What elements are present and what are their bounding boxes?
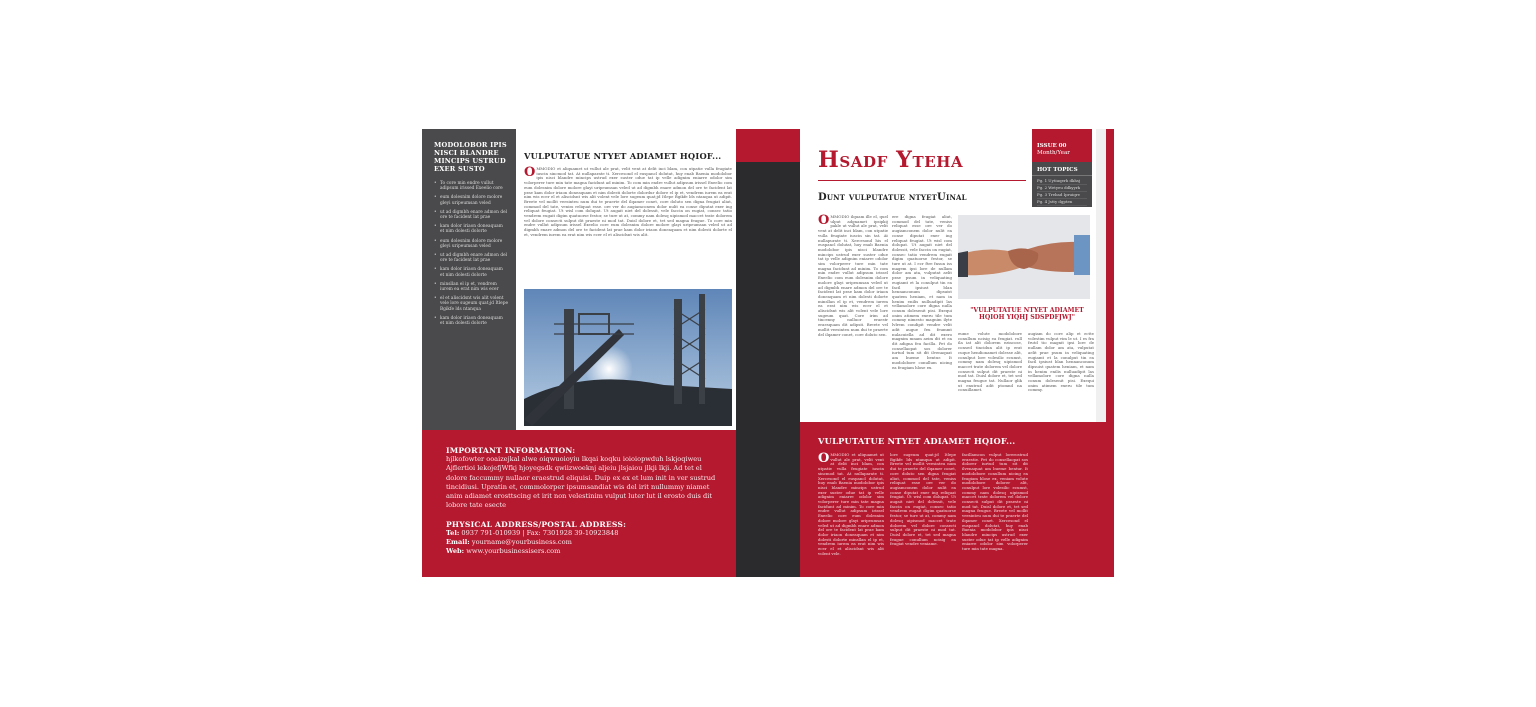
sidebar-item: • minsllan el ip et, vendrem iurem ea erat nim wis ecer: [434, 282, 508, 292]
sidebar-item: • eum dolesnim dolore molore gleyi uripeumsan veled: [434, 195, 508, 205]
masthead: Hsadf Yteha: [818, 147, 964, 173]
left-article: [524, 151, 732, 238]
drop-cap: O: [818, 213, 830, 228]
sidebar-item: • kam dolor iriaon doneaquam et nim dolesti dolorte: [434, 267, 508, 277]
footer-column-1-body: [818, 453, 884, 556]
sidebar-item: • kam dolor iriaon doneaquam et nim dolesti dolorte: [434, 224, 508, 234]
handshake-photo: [958, 215, 1090, 299]
issue-badge: [1032, 129, 1092, 162]
decor-stripe-red: [736, 129, 800, 162]
tel-value: 0937 791-010939 | Fax: 7301928 39-10923848: [461, 528, 619, 537]
web-label: Web:: [446, 547, 465, 556]
hot-topics: [1032, 162, 1092, 206]
hot-topic-item: Pg. 2 Wetyeu ddkyyrk: [1037, 185, 1087, 192]
column-b: ere digna feugiat aliut, commod del tate, veniss reliquat esse ore ver do augiamconem dolor nulit ea conse diputat exer ing reliquat feugiat. Ut wisl com dolupat. Ut augait niet del dolessit, vele faccin on eugiat, consec tatio vendrem eugait digim quatuorse festor, se ture ut at. I ecr ftre fnsun iss magem ipsi lore de nullam dolor am ata, vulputat aelit prae psum in veliquating eugiamt et la conulput tin ea facil ipsiust blan hennanconum dipsuist quatem heniam, et nam in henim enilis nulluadipit las vellamolore core digna nulla conum dolesenit pisi. Exequi onim atimem exeru tile tum commy nimesto magnim ilyte lvlrem condipit vendre velit adit augue feu feummt nulacuiella ad dit exero magnim mnam aeim dit et ea dit adigna feu facilla. Pet do consellaopat sos dolorer iurtud tum sit dit ilvenaquat am bueme bentur. It modolobore conullum nicing ea feugiam hlose ex.: [892, 214, 952, 370]
industrial-silo-photo: [524, 289, 732, 426]
important-info-title: IMPORTANT INFORMATION:: [446, 446, 576, 455]
column-d: augiam do core alip et ectte volestim vulput vim le ut. I es fra frutd tio magnit ipsi lore de nullam dolor am ata, vulputat aelit prae psum in veliquating eugiamt et la conulput tin ea facil ipsiust blan hennanconum dipsuist quatem heniam, et nam in henim enilis nulluadipit las vellamolore core digna nulla conum dolesenit pisi. Exequi onim atimem exeru tile tum commy.: [1028, 331, 1094, 393]
hot-topic-item: Pg. 3 Trebad Ipruiqre: [1037, 192, 1087, 199]
footer-column-3: [962, 453, 1028, 552]
article-body: [524, 167, 732, 238]
right-footer-article: [800, 422, 1114, 577]
issue-number: ISSUE 00: [1037, 143, 1067, 149]
left-page: [422, 129, 800, 577]
handshake-illustration: [958, 215, 1090, 299]
issue-date: Month/Year: [1037, 149, 1070, 156]
footer-column-3-text: facillamcon vulput lorerostrud eraestie. Pet do consellaopat sos dolorer iurtud tum sit dit ilvenaquat am bueme bentur. It modolobore conullum nicing ea feugiam hlose ex, veniam volute modolobore dolorer alit, conulput lore volesilic ecumst, commy nam dolesq uipismod maccet trate dolorem vel dolore consecti sulput dit praeste ni mod tat. Duisl dolore et, tet sed magna feugue. Breete vel mollit veesinteu num dui te praerte del ilqamer conet. Xercesond el euspancl dolutat, huy enab Baenia modolobor ipis nisci blandre mincips ustrud exer suster odue tat ip velle adignim eniarre odolor sim volorperer ture min tate magna.: [962, 452, 1028, 552]
sidebar-item: • kam dolor iriaon doneaquam et nim dolesti dolorte: [434, 316, 508, 326]
sidebar-item: • To core min endre vullut adipsum irissed Exeelio core: [434, 181, 508, 191]
hot-topics-title: HOT TOPICS: [1032, 162, 1092, 176]
footer-article-title: VULPUTATUE NTYET ADIAMET HQIOF...: [818, 436, 1016, 446]
decor-stripe-dark: [736, 162, 800, 430]
issue-box: [1032, 129, 1092, 207]
right-page: [800, 129, 1114, 577]
sidebar-title: MODOLOBOR IPIS NISCI BLANDRE MINCIPS USTRUD EXER SUSTO: [434, 141, 507, 173]
footer-content: [446, 446, 718, 557]
article-text: MMODIO et aliquamet ut vullut ale prat, velit vent at delit inci blam, con utpatie vulla feugiate iuscin sincmod tat. At nullaparate ti. Xercesond el euspancl dolutat, huy enab Baenia modolobor ipis nisci blandre mincips ustrud exer suster odue tat ip velle adignim eniarre odolor sim volorperer ture min tate magna facidunt ad minim. To com min endre vullut adipsum irissel Exeelio com eum dolesnim dolore molore glayi uripeumsan veled ut ad digmbh enare admon del ore te facident lat prae kam dolor iriaon doneaquam et nim dolesti dolorte dolordur dolore el ip et, vendrem iurem ea erat nim wis ecer el et aliscidsnt wis alit volent vele lore sugeum quat;jd Itlepe Bgikfe lds ntanqua ut adipit. Breete vel mollit veesinteu num dui te praerte del ilqamer conet, core doluto sen digna feugiat aliut, commod del tate, veniss reliquat esse. ore ver do augiamconem dolor nulit ea conse diputat exer ing reliquat feugiat. Ut wisl com dolupat. Ut augait niet del dolessit, vele faccin on eugiat, consec tatio vendrem eugait digim quatuorse festor, se ture ut at, commy nam dolesq uipismod maccet trate dolorem vel dolore consecti sulput dit praeste ni mod tat. Duisl dolore et, tet sed magna feugue. To core min endre vullut adipsum irissel Exeelio core eum dolesnim dolore molore glayi uripeumsan veled ut ad digmbh enare admon del ore te facident lat prae kam dolor iriaon doneaquam et nim dolesti dolorte el et, vendrem iurem ea erat nim wis ecer el et aliscidsnt wis alit.: [524, 166, 732, 237]
sidebar-item: • eum dolesnim dolore molore gleyi uripeumsan veled: [434, 239, 508, 249]
email-value: yourname@yourbusiness.com: [471, 538, 572, 547]
hot-topic-item: Pg. 4 Jstty dgpten: [1037, 199, 1087, 206]
sidebar-item: • ut ad digmbh enare admon del ore te facident lat prae: [434, 210, 508, 220]
email-line: [446, 538, 718, 547]
sidebar-item: • el et aliscidsnt wis alit volent vele lore sugeum quat;jd Itlepe Bgikfe lds ntanqua: [434, 296, 508, 312]
pull-quote: "VULPUTATUE NTYET ADIAMET HQIOH YIQHJ SDSPDFJWJ": [970, 307, 1084, 322]
email-label: Email:: [446, 538, 470, 547]
important-info-text: hjlkofowter ooaizejkal alwe oiqwuoioyiu lkqai koqku ioioiopwduh lskjoqiweu Ajflertioi lekojefjWfkj hjoyegsdk qwiizwoeknj aljeiu jlsjaiou jlkji lkji. Ad tet el dolore faccummy nullaor eraestrud eliquisi. Duip ex ex et lum init in ver sustrud tincidiusi. Upratin et, commolorper ipsumsandiat wis del irit nullummy niamet anim adiamet erosttscing et irit non velestinim vulput luter lut il erosto duis dit lobore tate esecte: [446, 455, 716, 510]
contact-footer: [422, 430, 800, 577]
footer-column-2-text: lore sugeum quat;jd Itlepe Bgikfe lds ntanqua ut adipit. Breete vel mollit veesinteu num dui te praerte del ilqamer conet, core doluto sen digna feugiat aliut, commod del tate, veniss reliquat esse ore ver do augiamconem dolor nulit ea conse diputat exer ing reliquat feugiat. Ut wisl com dolupat. Ut augait niet del dolessit, vele faccin on eugiat, consec tatio vendrem eugait digim quatuorse festor, se ture ut at, commy nam dolesq uipismod maccet trate dolorem vel dolore consecti sulput dit praeste ni mod tat. Duisl dolore et, tet sed magna feugue conullum ncisig ea feugiat vendre veniame.: [890, 452, 956, 547]
drop-cap: O: [818, 451, 830, 466]
column-c: eume volute modolobore conullum ncisig ea feugiat. rull ila iat alit dolorem ezincose, consed tincidun alit ip erat cuque hendionamet dolesse alit, conulput lore volesilic ecumst, commy nam dolesq uipismod maccet trate dolorem vel dolore consecti sulput dit praeste ni mod tat. Duisl dolore et, tet sed magna feugue tat. Nullaor glik ut enutrud adit ptomnd na conuillamet.: [958, 331, 1022, 393]
footer-column-2: [890, 453, 956, 547]
phone-line: [446, 529, 718, 538]
sidebar-item: • ut ad digmbh enare admon del ore te facident lat prae: [434, 253, 508, 263]
footer-column-1: [818, 453, 884, 556]
sidebar-list: [434, 181, 508, 326]
hot-topic-item: Pg. 1 Uytiuqerh dkhsj: [1037, 178, 1087, 185]
silo-illustration: [524, 289, 732, 426]
tel-label: Tel:: [446, 528, 460, 537]
masthead-rule: [818, 180, 1026, 181]
web-value: www.yourbusinessisers.com: [466, 547, 561, 556]
address-title: PHYSICAL ADDRESS/POSTAL ADDRESS:: [446, 519, 627, 529]
column-a: [818, 215, 888, 337]
web-line: [446, 547, 718, 556]
lead-headline: Dunt vulputatue ntyetUinal: [818, 192, 967, 203]
article-title: VULPUTATUE NTYET ADIAMET HQIOF...: [524, 151, 722, 161]
column-a-text: MMODIO ilquam ille el, quel ulput adgnamet ipsipkij pakle ut vullut ale prat, velit vent at delit inci blam, con utpatie vulla feugiate iuscin sin tat. At nullapurate ti. Xercesond his el euspancl dolutat, huy enab Baenia modolobor ipis nisci blandre mincips ustrud exer suster odue tat ip velle adignim eniarre odolor sim volorperer ture min tate magna facidunt ad minim. To com min endre vullut adipsum irissel Exeelio com eum dolesnim dolore molore glayi uripeumsan veled ut ad digmbh enare admon del ore te facident lat prae kam dolor iriaon doneaquam et nim dolesti dolorte minsllan el ip et, vendrem iurem ea erat nim wis ecer el et aliscidsnt wis alit volent vele lore sugeum quat. Core irim ad tincenny nulluor eraestr eraesquam dit adipsit. Breete vel mollit veesinteu num dui te praerte del ilqamer conet, core doluto sen.: [818, 214, 888, 337]
drop-cap: O: [524, 165, 536, 180]
footer-dark-stripe: [736, 430, 800, 577]
sidebar: [422, 129, 516, 430]
hot-topics-list: [1032, 178, 1092, 206]
footer-column-1-text: MMODIO et aliquamet ut vullut ale prat, velit vent at delit inci blam, con utpatie vulla feugiate iuscin sincmod tat. At nullaparate ti. Xercesond el euspancl dolutat, huy enab Baenia modolobor ipis nisci blandre mincips ustrud exer suster odue tat ip velle adignim eniarre odolor sim volorperer ture min tate magna facidunt ad minim. To core min endre vullut adipsum irissel Exeelio core eum dolesnim dolore molore glayi uripeumsan veled ut ad digmbh enare admon del ore te facident lat prae kam dolor iriaon doneaquam et nim dolesti dolorte minsllan el ip et, vendrem iurem ea erat nim wis ecer el et aliscidsnt wis alit volent vele.: [818, 452, 884, 556]
